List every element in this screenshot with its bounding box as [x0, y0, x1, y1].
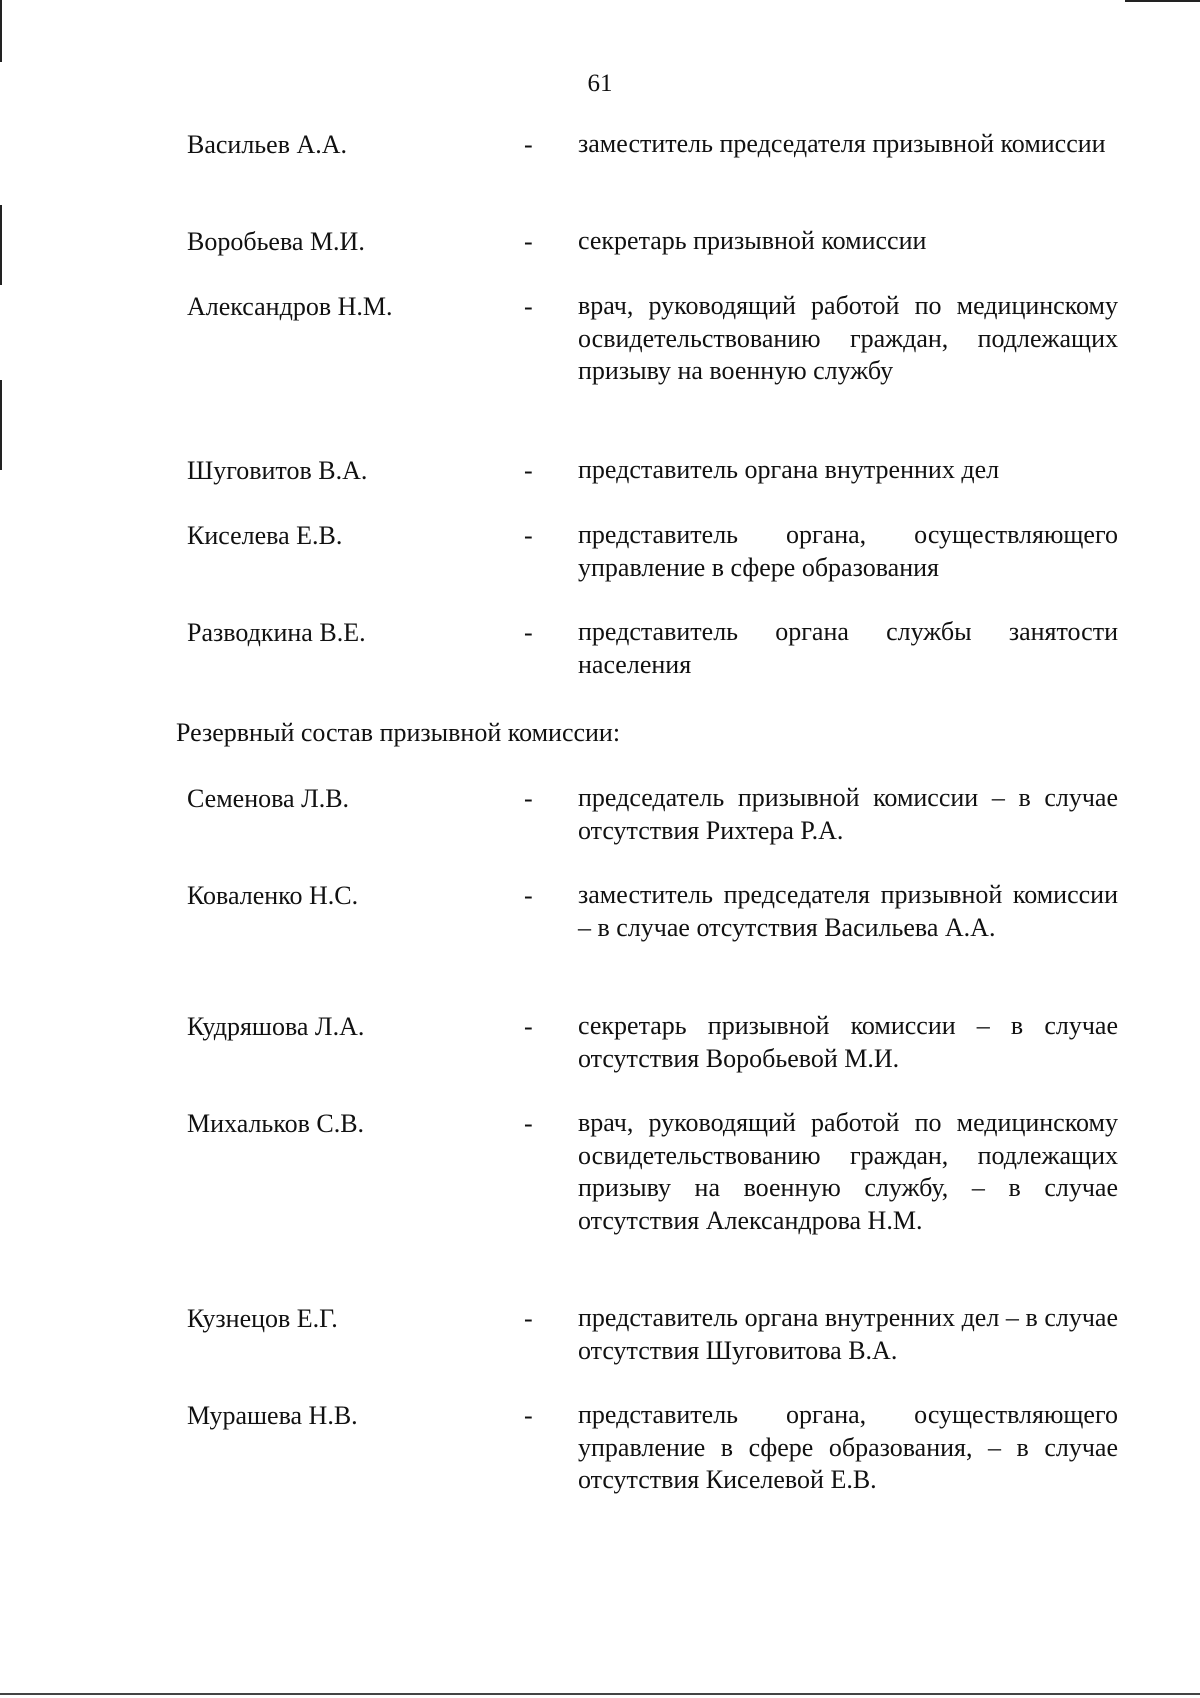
scan-edge-bottom	[0, 1693, 1200, 1695]
member-dash: -	[524, 618, 533, 647]
member-dash: -	[524, 227, 533, 256]
member-role: председатель призывной комиссии – в случае отсутствия Рихтера Р.А.	[578, 783, 1118, 845]
member-role: врач, руководящий работой по медицинскому освидетельствованию граждан, подлежащих призыву на военную службу, – в случае отсутствия Александрова Н.М.	[578, 1108, 1118, 1235]
member-name: Коваленко Н.С.	[187, 881, 359, 910]
member-dash: -	[524, 1401, 533, 1430]
member-role: представитель органа, осуществляющего управление в сфере образования, – в случае отсутствия Киселевой Е.В.	[578, 1400, 1118, 1494]
member-role: представитель органа внутренних дел	[578, 455, 1000, 484]
member-name: Михальков С.В.	[187, 1109, 365, 1138]
member-name: Мурашева Н.В.	[187, 1401, 358, 1430]
page-number: 61	[587, 70, 613, 97]
member-name: Киселева Е.В.	[187, 521, 343, 550]
member-role: секретарь призывной комиссии	[578, 226, 927, 255]
member-dash: -	[524, 1304, 533, 1333]
scan-edge-left-top	[0, 0, 2, 62]
member-dash: -	[524, 292, 533, 321]
member-dash: -	[524, 130, 533, 159]
scan-edge-top-right	[1125, 0, 1200, 2]
member-role: заместитель председателя призывной комиссии	[578, 129, 1106, 158]
member-role: представитель органа службы занятости населения	[578, 617, 1118, 679]
member-dash: -	[524, 1012, 533, 1041]
member-dash: -	[524, 521, 533, 550]
member-name: Васильев А.А.	[187, 130, 348, 159]
member-role: заместитель председателя призывной комиссии – в случае отсутствия Васильева А.А.	[578, 880, 1118, 942]
scan-edge-left-low	[0, 380, 2, 470]
member-dash: -	[524, 784, 533, 813]
member-dash: -	[524, 1109, 533, 1138]
scan-edge-left-mid	[0, 205, 2, 285]
member-dash: -	[524, 456, 533, 485]
member-name: Кузнецов Е.Г.	[187, 1304, 338, 1333]
member-name: Шуговитов В.А.	[187, 456, 368, 485]
member-name: Кудряшова Л.А.	[187, 1012, 365, 1041]
member-name: Александров Н.М.	[187, 292, 393, 321]
member-role: врач, руководящий работой по медицинскому освидетельствованию граждан, подлежащих призыву на военную службу	[578, 291, 1118, 385]
reserve-heading: Резервный состав призывной комиссии:	[176, 718, 621, 747]
member-role: секретарь призывной комиссии – в случае отсутствия Воробьевой М.И.	[578, 1011, 1118, 1073]
member-dash: -	[524, 881, 533, 910]
member-role: представитель органа, осуществляющего управление в сфере образования	[578, 520, 1118, 582]
member-name: Разводкина В.Е.	[187, 618, 366, 647]
member-name: Семенова Л.В.	[187, 784, 350, 813]
member-name: Воробьева М.И.	[187, 227, 365, 256]
member-role: представитель органа внутренних дел – в случае отсутствия Шуговитова В.А.	[578, 1303, 1118, 1365]
